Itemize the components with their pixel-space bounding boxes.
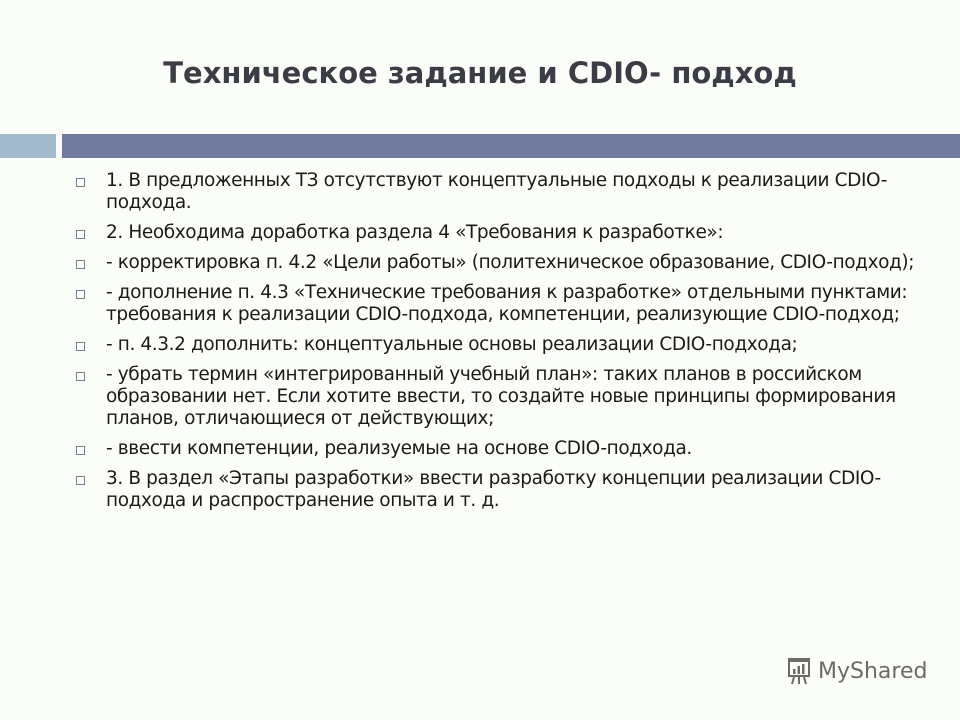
square-bullet-icon bbox=[76, 260, 85, 269]
square-bullet-icon bbox=[76, 290, 85, 299]
slide-title: Техническое задание и CDIO- подход bbox=[163, 56, 797, 90]
list-item-text: - п. 4.3.2 дополнить: концептуальные основы реализации CDIO-подхода; bbox=[106, 334, 798, 355]
square-bullet-icon bbox=[76, 372, 85, 381]
square-bullet-icon bbox=[76, 342, 85, 351]
list-item bbox=[72, 364, 932, 430]
square-bullet-icon bbox=[76, 476, 85, 485]
square-bullet-icon bbox=[76, 230, 85, 239]
list-item bbox=[72, 468, 932, 512]
bullet-list bbox=[72, 170, 932, 520]
presentation-board-icon bbox=[786, 656, 812, 686]
list-item bbox=[72, 282, 932, 326]
accent-block bbox=[0, 134, 56, 158]
list-item bbox=[72, 334, 932, 356]
accent-bar bbox=[62, 134, 960, 158]
list-item-text: 2. Необходима доработка раздела 4 «Требования к разработке»: bbox=[106, 222, 724, 243]
list-item-text: 3. В раздел «Этапы разработки» ввести разработку концепции реализации CDIO- подхода и распространение опыта и т. д. bbox=[106, 468, 881, 511]
list-item bbox=[72, 222, 932, 244]
myshared-watermark[interactable] bbox=[786, 656, 927, 686]
list-item-text: - убрать термин «интегрированный учебный план»: таких планов в российском образовании нет. Если хотите ввести, то создайте новые принципы формирования планов, отличающиеся от действующих; bbox=[106, 364, 896, 429]
list-item-text: - корректировка п. 4.2 «Цели работы» (политехническое образование, CDIO-подход); bbox=[106, 252, 915, 273]
list-item-text: 1. В предложенных ТЗ отсутствуют концептуальные подходы к реализации CDIO- подхода. bbox=[106, 170, 887, 213]
list-item-text: - ввести компетенции, реализуемые на основе CDIO-подхода. bbox=[106, 438, 692, 459]
list-item bbox=[72, 252, 932, 274]
square-bullet-icon bbox=[76, 446, 85, 455]
list-item bbox=[72, 438, 932, 460]
list-item-text: - дополнение п. 4.3 «Технические требования к разработке» отдельными пунктами: требования к реализации CDIO-подхода, компетенции, реализующие CDIO-подход; bbox=[106, 282, 908, 325]
square-bullet-icon bbox=[76, 178, 85, 187]
list-item bbox=[72, 170, 932, 214]
watermark-label: MyShared bbox=[818, 658, 928, 684]
